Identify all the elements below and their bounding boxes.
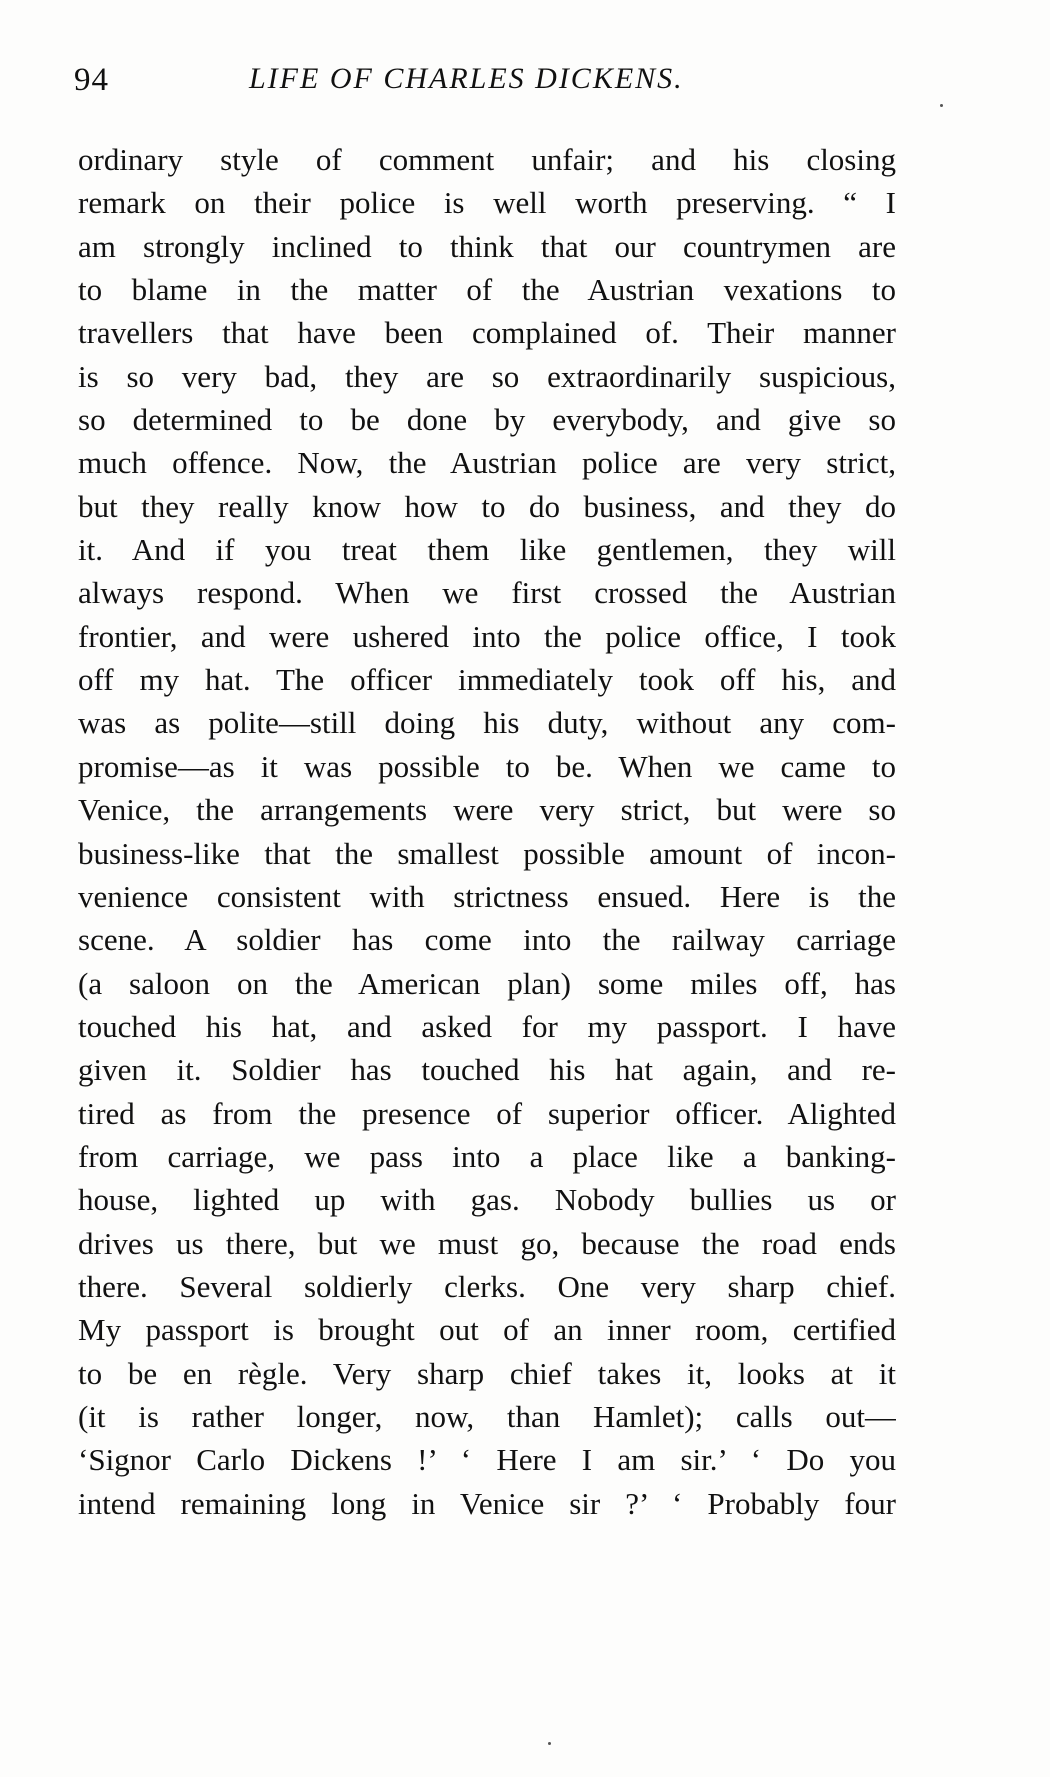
running-head: LIFE OF CHARLES DICKENS.	[249, 62, 684, 95]
text-line: to blame in the matter of the Austrian vexations to	[78, 272, 896, 308]
text-line: was as polite—still doing his duty, without any com-	[78, 705, 896, 741]
text-line: drives us there, but we must go, because the road ends	[78, 1225, 896, 1261]
text-line: to be en règle. Very sharp chief takes it, looks at it	[78, 1355, 896, 1391]
text-line: frontier, and were ushered into the police office, I took	[78, 618, 896, 654]
text-line: there. Several soldierly clerks. One very sharp chief.	[78, 1268, 896, 1304]
text-line: am strongly inclined to think that our countrymen are	[78, 228, 896, 264]
text-line: promise—as it was possible to be. When we came to	[78, 748, 896, 784]
text-line: (it is rather longer, now, than Hamlet); calls out—	[78, 1398, 896, 1434]
text-line: tired as from the presence of superior officer. Alighted	[78, 1095, 896, 1131]
text-line: travellers that have been complained of. Their manner	[78, 315, 896, 351]
ink-speck	[940, 104, 943, 107]
text-line: much offence. Now, the Austrian police are very strict,	[78, 445, 896, 481]
text-line: ordinary style of comment unfair; and his closing	[78, 142, 896, 177]
page-number: 94	[74, 62, 109, 98]
text-line: off my hat. The officer immediately took off his, and	[78, 662, 896, 698]
text-line: it. And if you treat them like gentlemen, they will	[78, 532, 896, 568]
text-line: from carriage, we pass into a place like a banking-	[78, 1138, 896, 1174]
ink-speck	[548, 1742, 551, 1745]
text-line: house, lighted up with gas. Nobody bullies us or	[78, 1182, 896, 1218]
page-header	[74, 62, 924, 112]
text-line: but they really know how to do business, and they do	[78, 488, 896, 524]
text-line: (a saloon on the American plan) some miles off, has	[78, 965, 896, 1001]
text-line: so determined to be done by everybody, and give so	[78, 402, 896, 438]
text-line: venience consistent with strictness ensued. Here is the	[78, 878, 896, 914]
text-line: is so very bad, they are so extraordinarily suspicious,	[78, 358, 896, 394]
text-line: My passport is brought out of an inner room, certified	[78, 1312, 896, 1348]
text-line: intend remaining long in Venice sir ?’ ‘ Probably four	[78, 1485, 896, 1521]
text-line: always respond. When we first crossed the Austrian	[78, 575, 896, 611]
text-line: ‘Signor Carlo Dickens !’ ‘ Here I am sir.’ ‘ Do you	[78, 1442, 896, 1478]
text-line: given it. Soldier has touched his hat again, and re-	[78, 1052, 896, 1088]
text-line: business-like that the smallest possible amount of incon-	[78, 835, 896, 871]
text-line: touched his hat, and asked for my passport. I have	[78, 1008, 896, 1044]
text-line: scene. A soldier has come into the railway carriage	[78, 922, 896, 958]
body-text	[78, 138, 896, 1525]
text-line: remark on their police is well worth preserving. “ I	[78, 185, 896, 221]
text-line: Venice, the arrangements were very strict, but were so	[78, 792, 896, 828]
